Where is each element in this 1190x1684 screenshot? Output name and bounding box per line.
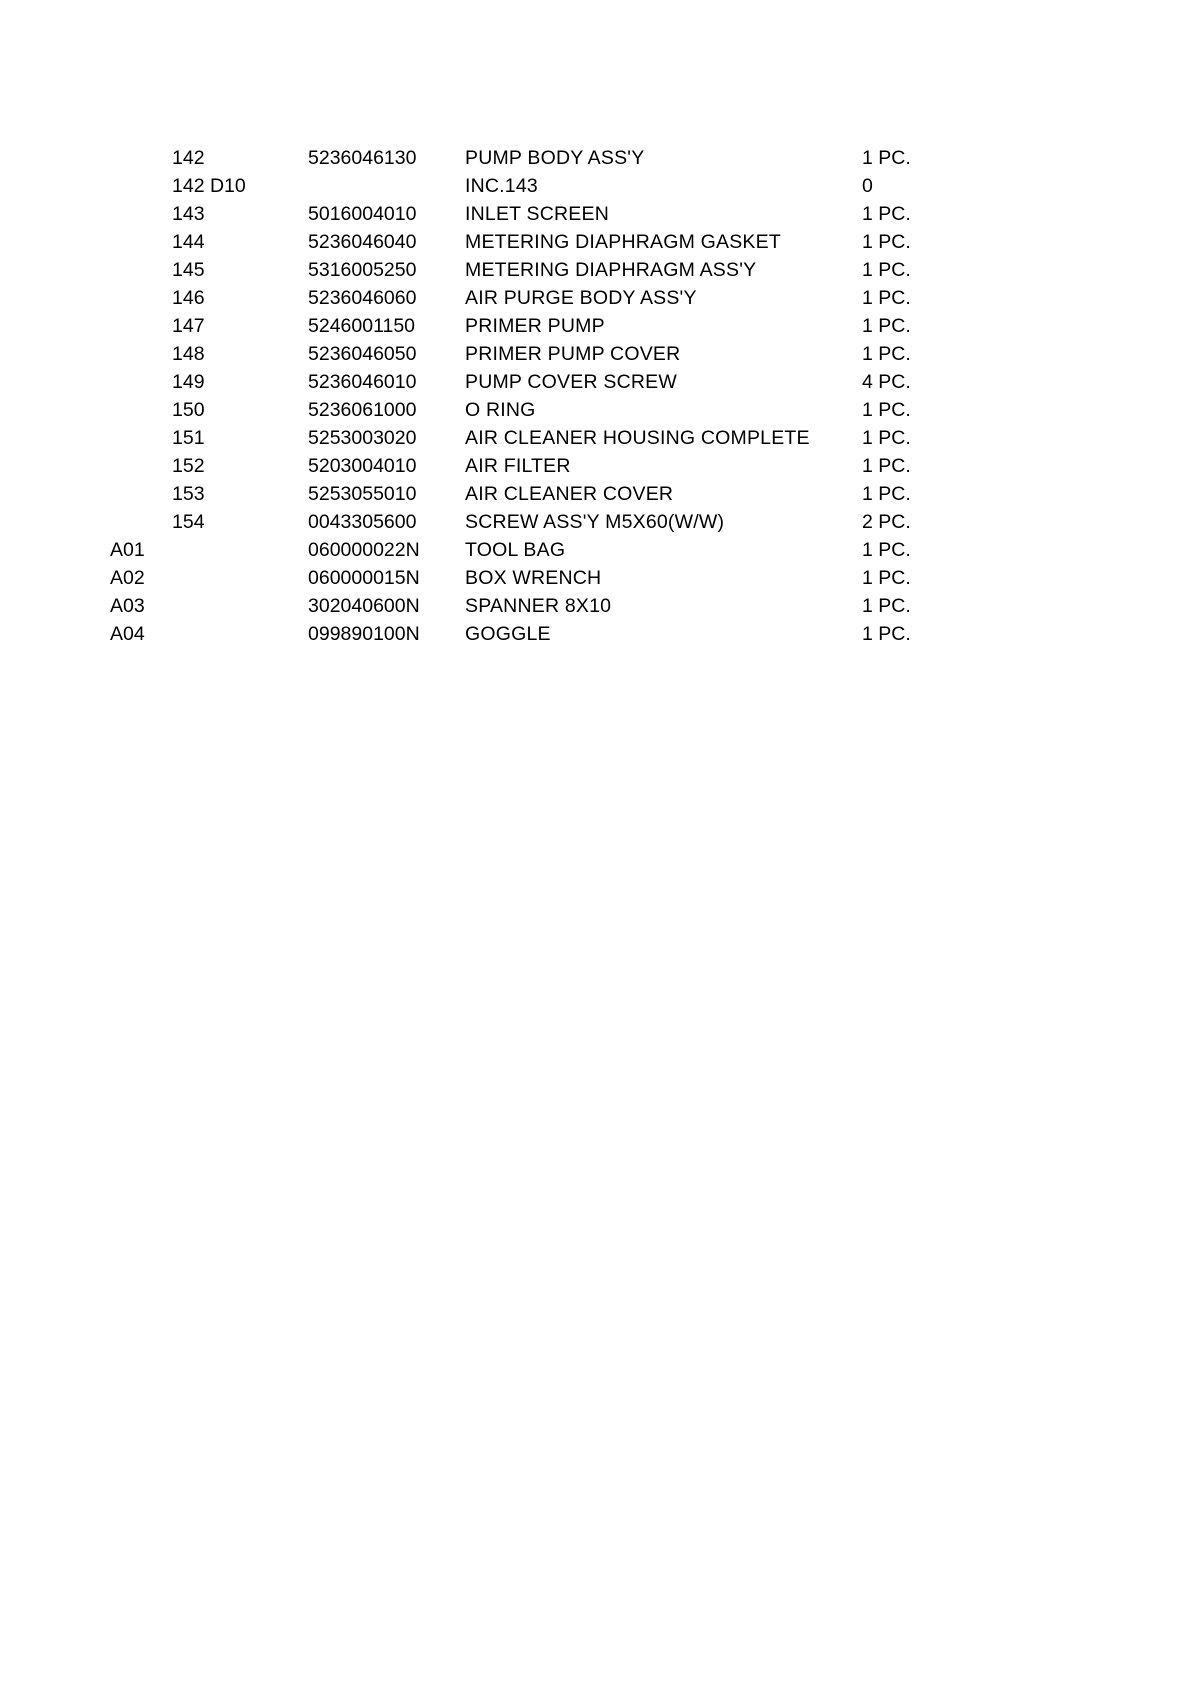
- table-row: [0, 228, 1190, 256]
- part-number: 5246001150: [308, 315, 416, 337]
- table-row: [0, 620, 1190, 648]
- quantity: 1 PC.: [862, 147, 911, 169]
- quantity: 1 PC.: [862, 567, 911, 589]
- table-row: [0, 564, 1190, 592]
- part-description: METERING DIAPHRAGM GASKET: [465, 231, 781, 253]
- part-number: 5253055010: [308, 483, 417, 505]
- quantity: 1 PC.: [862, 287, 911, 309]
- part-number: 5236046060: [308, 287, 417, 309]
- quantity: 1 PC.: [862, 231, 911, 253]
- part-description: SPANNER 8X10: [465, 595, 612, 617]
- part-number: 5236046130: [308, 147, 417, 169]
- reference-number: 151: [172, 427, 205, 449]
- table-row: [0, 508, 1190, 536]
- reference-number: 153: [172, 483, 205, 505]
- quantity: 0: [862, 175, 873, 197]
- table-row: [0, 592, 1190, 620]
- part-description: PRIMER PUMP COVER: [465, 343, 681, 365]
- quantity: 1 PC.: [862, 427, 911, 449]
- reference-number: 142 D10: [172, 175, 246, 197]
- part-description: AIR CLEANER HOUSING COMPLETE: [465, 427, 810, 449]
- part-description: PRIMER PUMP: [465, 315, 605, 337]
- part-number: 5203004010: [308, 455, 417, 477]
- part-number: 5236046040: [308, 231, 417, 253]
- reference-number: 154: [172, 511, 205, 533]
- part-description: AIR FILTER: [465, 455, 571, 477]
- accessory-code: A03: [110, 595, 145, 617]
- part-description: SCREW ASS'Y M5X60(W/W): [465, 511, 725, 533]
- part-number: 5236046010: [308, 371, 417, 393]
- reference-number: 147: [172, 315, 205, 337]
- reference-number: 152: [172, 455, 205, 477]
- table-row: [0, 256, 1190, 284]
- part-description: TOOL BAG: [465, 539, 566, 561]
- reference-number: 148: [172, 343, 205, 365]
- quantity: 1 PC.: [862, 595, 911, 617]
- quantity: 1 PC.: [862, 203, 911, 225]
- quantity: 2 PC.: [862, 511, 911, 533]
- table-row: [0, 536, 1190, 564]
- table-row: [0, 284, 1190, 312]
- reference-number: 144: [172, 231, 205, 253]
- part-number: 0043305600: [308, 511, 417, 533]
- part-number: 060000015N: [308, 567, 420, 589]
- part-number: 5236046050: [308, 343, 417, 365]
- accessory-code: A02: [110, 567, 145, 589]
- reference-number: 145: [172, 259, 205, 281]
- table-row: [0, 368, 1190, 396]
- quantity: 1 PC.: [862, 399, 911, 421]
- reference-number: 142: [172, 147, 205, 169]
- table-row: [0, 340, 1190, 368]
- table-row: [0, 480, 1190, 508]
- quantity: 1 PC.: [862, 623, 911, 645]
- part-description: METERING DIAPHRAGM ASS'Y: [465, 259, 757, 281]
- part-number: 5016004010: [308, 203, 417, 225]
- reference-number: 150: [172, 399, 205, 421]
- table-row: [0, 396, 1190, 424]
- table-row: [0, 144, 1190, 172]
- accessory-code: A04: [110, 623, 145, 645]
- accessory-code: A01: [110, 539, 145, 561]
- parts-table: [0, 144, 1190, 648]
- quantity: 1 PC.: [862, 315, 911, 337]
- quantity: 1 PC.: [862, 483, 911, 505]
- part-description: AIR CLEANER COVER: [465, 483, 674, 505]
- part-description: INLET SCREEN: [465, 203, 609, 225]
- part-description: AIR PURGE BODY ASS'Y: [465, 287, 697, 309]
- table-row: [0, 312, 1190, 340]
- reference-number: 146: [172, 287, 205, 309]
- table-row: [0, 452, 1190, 480]
- part-description: BOX WRENCH: [465, 567, 602, 589]
- reference-number: 149: [172, 371, 205, 393]
- part-description: PUMP BODY ASS'Y: [465, 147, 645, 169]
- quantity: 1 PC.: [862, 343, 911, 365]
- part-description: GOGGLE: [465, 623, 551, 645]
- quantity: 4 PC.: [862, 371, 911, 393]
- quantity: 1 PC.: [862, 259, 911, 281]
- part-number: 060000022N: [308, 539, 420, 561]
- quantity: 1 PC.: [862, 455, 911, 477]
- part-number: 099890100N: [308, 623, 420, 645]
- table-row: [0, 172, 1190, 200]
- part-description: PUMP COVER SCREW: [465, 371, 677, 393]
- table-row: [0, 200, 1190, 228]
- part-number: 5316005250: [308, 259, 417, 281]
- part-number: 5236061000: [308, 399, 417, 421]
- table-row: [0, 424, 1190, 452]
- part-number: 302040600N: [308, 595, 420, 617]
- quantity: 1 PC.: [862, 539, 911, 561]
- part-number: 5253003020: [308, 427, 417, 449]
- reference-number: 143: [172, 203, 205, 225]
- part-description: INC.143: [465, 175, 538, 197]
- part-description: O RING: [465, 399, 536, 421]
